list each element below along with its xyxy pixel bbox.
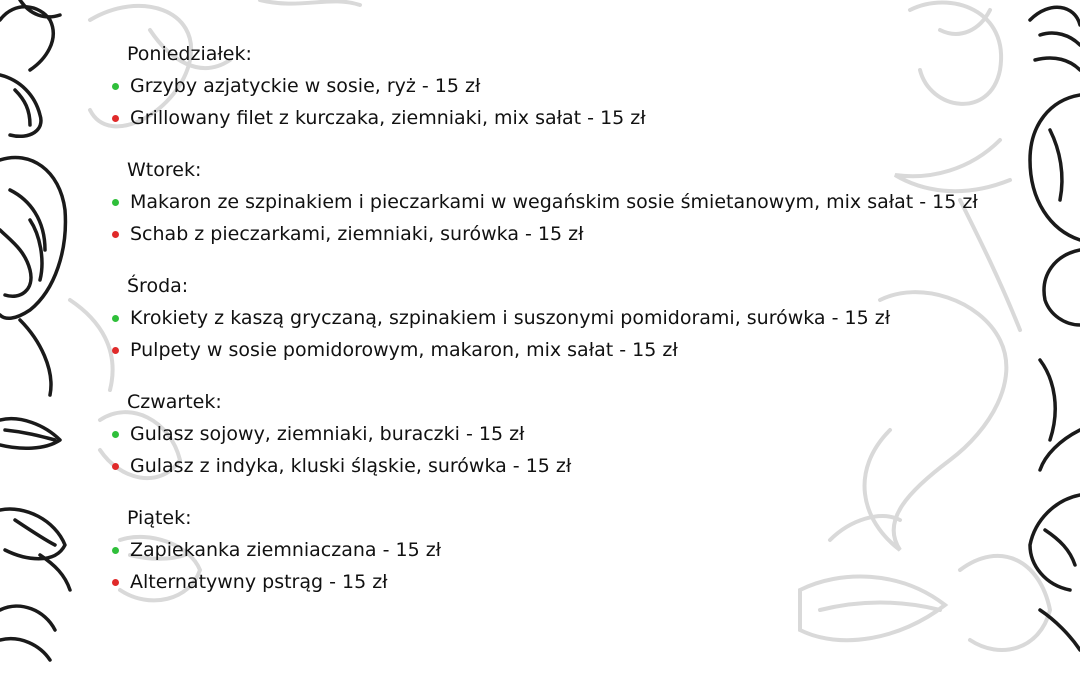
dish-label: Schab z pieczarkami, ziemniaki, surówka - 15 zł xyxy=(130,223,584,245)
dish-label: Zapiekanka ziemniaczana - 15 zł xyxy=(130,539,442,561)
dish-item xyxy=(110,70,1030,102)
dish-label: Gulasz z indyka, kluski śląskie, surówka - 15 zł xyxy=(130,455,572,477)
green-dot-icon xyxy=(112,431,119,438)
day-title: Poniedziałek: xyxy=(127,43,252,65)
dish-label: Grillowany filet z kurczaka, ziemniaki, mix sałat - 15 zł xyxy=(130,107,646,129)
dish-label: Alternatywny pstrąg - 15 zł xyxy=(130,571,388,593)
red-dot-icon xyxy=(112,115,119,122)
vegetable-sketch-icon xyxy=(0,0,70,660)
green-dot-icon xyxy=(112,547,119,554)
red-dot-icon xyxy=(112,347,119,354)
dish-item xyxy=(110,334,1030,366)
dish-item xyxy=(110,102,1030,134)
weekly-menu xyxy=(110,38,1030,618)
day-section-tuesday xyxy=(110,154,1030,250)
dish-item xyxy=(110,218,1030,250)
day-section-friday xyxy=(110,502,1030,598)
dish-label: Krokiety z kaszą gryczaną, szpinakiem i suszonymi pomidorami, surówka - 15 zł xyxy=(130,307,891,329)
day-title: Czwartek: xyxy=(127,391,222,413)
red-dot-icon xyxy=(112,231,119,238)
day-title: Piątek: xyxy=(127,507,192,529)
dish-label: Grzyby azjatyckie w sosie, ryż - 15 zł xyxy=(130,75,481,97)
green-dot-icon xyxy=(112,315,119,322)
day-title: Wtorek: xyxy=(127,159,202,181)
dish-item xyxy=(110,450,1030,482)
red-dot-icon xyxy=(112,463,119,470)
vegetable-sketch-icon xyxy=(1030,7,1080,650)
day-section-thursday xyxy=(110,386,1030,482)
red-dot-icon xyxy=(112,579,119,586)
dish-item xyxy=(110,566,1030,598)
dish-label: Gulasz sojowy, ziemniaki, buraczki - 15 zł xyxy=(130,423,525,445)
dish-label: Pulpety w sosie pomidorowym, makaron, mix sałat - 15 zł xyxy=(130,339,678,361)
dish-item xyxy=(110,186,1030,218)
dish-label: Makaron ze szpinakiem i pieczarkami w wegańskim sosie śmietanowym, mix sałat - 15 zł xyxy=(130,191,978,213)
dish-item xyxy=(110,534,1030,566)
day-title: Środa: xyxy=(127,275,189,297)
dish-item xyxy=(110,302,1030,334)
green-dot-icon xyxy=(112,199,119,206)
day-section-wednesday xyxy=(110,270,1030,366)
dish-item xyxy=(110,418,1030,450)
green-dot-icon xyxy=(112,83,119,90)
day-section-monday xyxy=(110,38,1030,134)
